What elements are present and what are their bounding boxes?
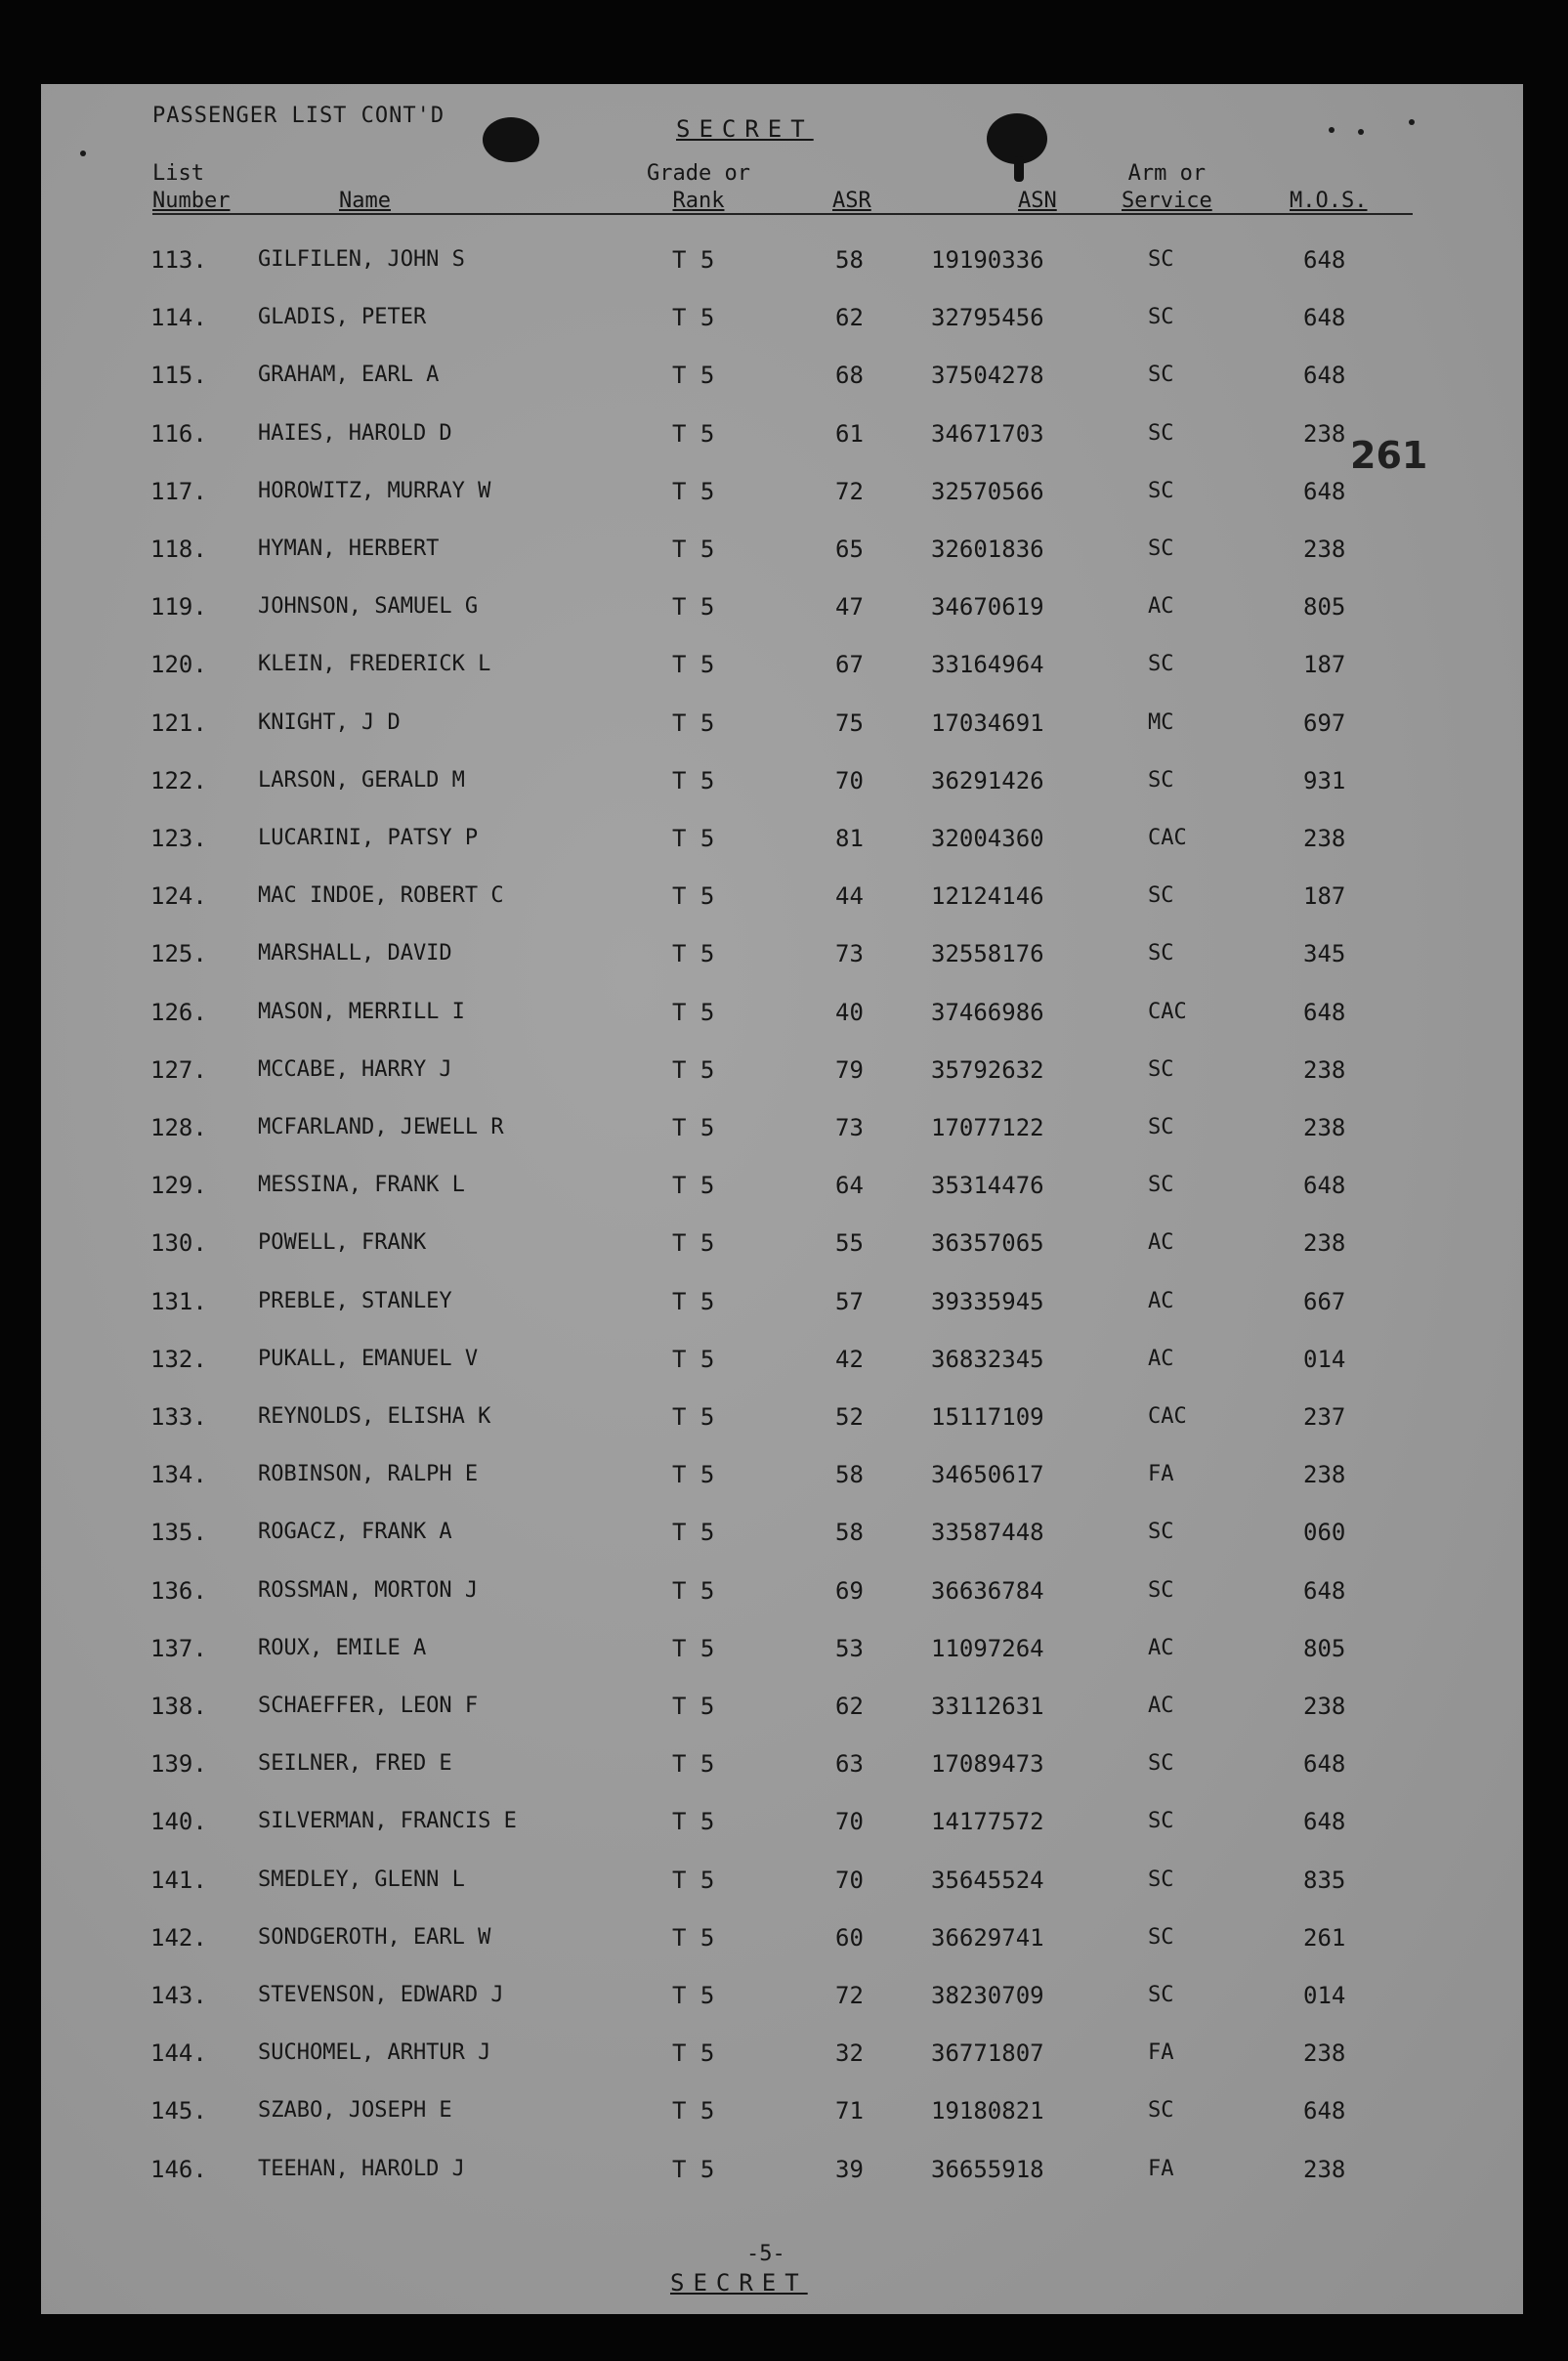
- mos-cell: 648: [1303, 246, 1346, 274]
- asr-cell: 39: [835, 2155, 864, 2183]
- asn-cell: 35645524: [931, 1866, 1044, 1894]
- table-row: [41, 2034, 1523, 2073]
- classification-header: SECRET: [676, 115, 814, 143]
- list-number-cell: 121.: [150, 708, 207, 737]
- grade-cell: T 5: [672, 2097, 715, 2125]
- table-row: [41, 704, 1523, 743]
- passenger-name-cell: MASON, MERRILL I: [258, 999, 465, 1024]
- list-number-cell: 134.: [150, 1461, 207, 1489]
- grade-cell: T 5: [672, 1519, 715, 1547]
- arm-service-cell: CAC: [1148, 826, 1187, 850]
- passenger-name-cell: PREBLE, STANLEY: [258, 1288, 452, 1313]
- list-number-cell: 130.: [150, 1229, 207, 1258]
- table-row: [41, 1108, 1523, 1147]
- arm-service-cell: SC: [1148, 1056, 1174, 1082]
- mos-cell: 697: [1303, 708, 1346, 737]
- mos-cell: 648: [1303, 304, 1346, 332]
- passenger-name-cell: KNIGHT, J D: [258, 709, 401, 735]
- arm-service-cell: SC: [1148, 883, 1174, 909]
- grade-cell: T 5: [672, 1923, 715, 1952]
- speck: [1329, 127, 1335, 133]
- grade-cell: T 5: [672, 651, 715, 679]
- asr-cell: 57: [835, 1287, 864, 1315]
- asn-cell: 36357065: [931, 1229, 1044, 1258]
- asr-cell: 42: [835, 1345, 864, 1373]
- table-row: [41, 1571, 1523, 1610]
- table-row: [41, 1166, 1523, 1205]
- asn-cell: 19180821: [931, 2097, 1044, 2125]
- mos-cell: 345: [1303, 940, 1346, 968]
- arm-service-cell: SC: [1148, 941, 1174, 966]
- table-row: [41, 761, 1523, 800]
- asn-cell: 34670619: [931, 593, 1044, 622]
- asr-cell: 44: [835, 882, 864, 911]
- table-row: [41, 587, 1523, 626]
- arm-service-cell: SC: [1148, 1520, 1174, 1545]
- passenger-name-cell: MARSHALL, DAVID: [258, 941, 452, 966]
- arm-service-cell: SC: [1148, 1173, 1174, 1198]
- list-number-cell: 144.: [150, 2039, 207, 2068]
- asn-cell: 32601836: [931, 536, 1044, 563]
- grade-cell: T 5: [672, 536, 715, 563]
- mos-cell: 238: [1303, 2039, 1346, 2068]
- list-number-cell: 113.: [150, 246, 207, 274]
- arm-service-cell: AC: [1148, 594, 1174, 620]
- passenger-name-cell: HAIES, HAROLD D: [258, 420, 452, 446]
- arm-service-cell: CAC: [1148, 999, 1187, 1024]
- table-row: [41, 993, 1523, 1032]
- grade-cell: T 5: [672, 998, 715, 1026]
- grade-cell: T 5: [672, 1634, 715, 1662]
- passenger-name-cell: TEEHAN, HAROLD J: [258, 2156, 465, 2181]
- header-rule: [152, 213, 1413, 215]
- passenger-name-cell: GILFILEN, JOHN S: [258, 247, 465, 272]
- list-number-cell: 124.: [150, 882, 207, 911]
- asr-cell: 32: [835, 2039, 864, 2068]
- table-row: [41, 472, 1523, 511]
- asr-cell: 60: [835, 1923, 864, 1952]
- mos-cell: 238: [1303, 2155, 1346, 2183]
- mos-cell: 667: [1303, 1287, 1346, 1315]
- table-row: [41, 2150, 1523, 2189]
- classification-footer: SECRET: [670, 2269, 808, 2297]
- grade-cell: T 5: [672, 940, 715, 968]
- passenger-name-cell: HYMAN, HERBERT: [258, 537, 440, 561]
- asr-cell: 75: [835, 708, 864, 737]
- grade-cell: T 5: [672, 1403, 715, 1431]
- list-number-cell: 137.: [150, 1634, 207, 1662]
- mos-cell: 014: [1303, 1345, 1346, 1373]
- list-number-cell: 125.: [150, 940, 207, 968]
- col-header-name: Name: [339, 189, 391, 213]
- mos-cell: 238: [1303, 1114, 1346, 1141]
- table-row: [41, 1918, 1523, 1957]
- asn-cell: 36655918: [931, 2155, 1044, 2183]
- passenger-name-cell: KLEIN, FREDERICK L: [258, 652, 491, 677]
- col-header-grade: Grade or Rank: [647, 161, 750, 213]
- list-number-cell: 127.: [150, 1055, 207, 1084]
- arm-service-cell: SC: [1148, 1577, 1174, 1603]
- passenger-name-cell: MESSINA, FRANK L: [258, 1173, 465, 1198]
- arm-service-cell: SC: [1148, 1924, 1174, 1950]
- mos-cell: 238: [1303, 1055, 1346, 1084]
- asn-cell: 17077122: [931, 1114, 1044, 1141]
- col-header-arm: Arm or Service: [1122, 161, 1212, 213]
- asn-cell: 15117109: [931, 1403, 1044, 1431]
- asr-cell: 81: [835, 825, 864, 852]
- table-row: [41, 1976, 1523, 2015]
- arm-service-cell: SC: [1148, 478, 1174, 503]
- arm-service-cell: AC: [1148, 1288, 1174, 1313]
- document-page: [41, 84, 1523, 2314]
- passenger-name-cell: LUCARINI, PATSY P: [258, 826, 479, 850]
- mos-cell: 060: [1303, 1519, 1346, 1547]
- table-row: [41, 934, 1523, 973]
- table-row: [41, 877, 1523, 916]
- asn-cell: 32004360: [931, 825, 1044, 852]
- list-number-cell: 117.: [150, 477, 207, 505]
- table-row: [41, 356, 1523, 395]
- list-number-cell: 119.: [150, 593, 207, 622]
- table-row: [41, 645, 1523, 684]
- table-row: [41, 298, 1523, 337]
- arm-service-cell: SC: [1148, 420, 1174, 446]
- mos-cell: 237: [1303, 1403, 1346, 1431]
- asr-cell: 62: [835, 1693, 864, 1720]
- asn-cell: 32570566: [931, 477, 1044, 505]
- table-row: [41, 2091, 1523, 2130]
- grade-cell: T 5: [672, 708, 715, 737]
- asr-cell: 63: [835, 1750, 864, 1779]
- asr-cell: 70: [835, 1808, 864, 1836]
- mos-cell: 261: [1303, 1923, 1346, 1952]
- grade-cell: T 5: [672, 304, 715, 332]
- arm-service-cell: MC: [1148, 709, 1174, 735]
- passenger-name-cell: ROBINSON, RALPH E: [258, 1462, 479, 1487]
- grade-cell: T 5: [672, 825, 715, 852]
- passenger-name-cell: SONDGEROTH, EARL W: [258, 1924, 491, 1950]
- asr-cell: 72: [835, 1982, 864, 2009]
- list-number-cell: 138.: [150, 1693, 207, 1720]
- mos-cell: 238: [1303, 825, 1346, 852]
- arm-service-cell: SC: [1148, 363, 1174, 388]
- asn-cell: 36291426: [931, 766, 1044, 794]
- list-number-cell: 146.: [150, 2155, 207, 2183]
- arm-service-cell: FA: [1148, 2156, 1174, 2181]
- asn-cell: 12124146: [931, 882, 1044, 911]
- list-number-cell: 139.: [150, 1750, 207, 1779]
- grade-cell: T 5: [672, 2155, 715, 2183]
- list-number-cell: 136.: [150, 1576, 207, 1605]
- arm-service-cell: AC: [1148, 1635, 1174, 1660]
- grade-cell: T 5: [672, 1576, 715, 1605]
- mos-cell: 187: [1303, 882, 1346, 911]
- list-number-cell: 135.: [150, 1519, 207, 1547]
- asr-cell: 55: [835, 1229, 864, 1258]
- passenger-name-cell: LARSON, GERALD M: [258, 767, 465, 793]
- mos-cell: 648: [1303, 1750, 1346, 1779]
- arm-service-cell: SC: [1148, 305, 1174, 330]
- asn-cell: 11097264: [931, 1634, 1044, 1662]
- page-number: -5-: [746, 2242, 785, 2266]
- asr-cell: 47: [835, 593, 864, 622]
- table-row: [41, 1513, 1523, 1552]
- table-row: [41, 819, 1523, 858]
- table-row: [41, 1455, 1523, 1494]
- grade-cell: T 5: [672, 593, 715, 622]
- asn-cell: 36832345: [931, 1345, 1044, 1373]
- arm-service-cell: SC: [1148, 247, 1174, 272]
- mos-cell: 014: [1303, 1982, 1346, 2009]
- asn-cell: 33164964: [931, 651, 1044, 679]
- asn-cell: 36636784: [931, 1576, 1044, 1605]
- grade-cell: T 5: [672, 1808, 715, 1836]
- passenger-name-cell: HOROWITZ, MURRAY W: [258, 478, 491, 503]
- grade-cell: T 5: [672, 1866, 715, 1894]
- mos-cell: 238: [1303, 1693, 1346, 1720]
- passenger-name-cell: ROGACZ, FRANK A: [258, 1520, 452, 1545]
- passenger-name-cell: SILVERMAN, FRANCIS E: [258, 1809, 517, 1834]
- arm-service-cell: FA: [1148, 1462, 1174, 1487]
- grade-cell: T 5: [672, 1461, 715, 1489]
- asr-cell: 62: [835, 304, 864, 332]
- passenger-name-cell: SCHAEFFER, LEON F: [258, 1694, 479, 1718]
- table-row: [41, 1051, 1523, 1090]
- list-number-cell: 140.: [150, 1808, 207, 1836]
- passenger-name-cell: STEVENSON, EDWARD J: [258, 1983, 504, 2007]
- handwritten-page-note: 261: [1350, 434, 1428, 477]
- list-number-cell: 120.: [150, 651, 207, 679]
- mos-cell: 648: [1303, 998, 1346, 1026]
- list-number-cell: 131.: [150, 1287, 207, 1315]
- arm-service-cell: SC: [1148, 537, 1174, 561]
- grade-cell: T 5: [672, 246, 715, 274]
- asr-cell: 64: [835, 1172, 864, 1200]
- grade-cell: T 5: [672, 1229, 715, 1258]
- mos-cell: 648: [1303, 477, 1346, 505]
- asn-cell: 14177572: [931, 1808, 1044, 1836]
- table-row: [41, 414, 1523, 453]
- ink-blot-right-drip: [1014, 156, 1024, 182]
- passenger-name-cell: SMEDLEY, GLENN L: [258, 1867, 465, 1892]
- asr-cell: 73: [835, 1114, 864, 1141]
- table-row: [41, 1340, 1523, 1379]
- ink-blot-left: [483, 117, 539, 162]
- asn-cell: 33112631: [931, 1693, 1044, 1720]
- mos-cell: 648: [1303, 2097, 1346, 2125]
- mos-cell: 187: [1303, 651, 1346, 679]
- table-row: [41, 240, 1523, 279]
- speck: [1409, 119, 1415, 125]
- grade-cell: T 5: [672, 419, 715, 448]
- arm-service-cell: FA: [1148, 2040, 1174, 2066]
- grade-cell: T 5: [672, 1172, 715, 1200]
- mos-cell: 238: [1303, 536, 1346, 563]
- list-number-cell: 129.: [150, 1172, 207, 1200]
- table-row: [41, 1802, 1523, 1841]
- mos-cell: 805: [1303, 593, 1346, 622]
- mos-cell: 648: [1303, 362, 1346, 390]
- passenger-name-cell: JOHNSON, SAMUEL G: [258, 594, 479, 620]
- grade-cell: T 5: [672, 1114, 715, 1141]
- grade-cell: T 5: [672, 2039, 715, 2068]
- mos-cell: 648: [1303, 1576, 1346, 1605]
- table-row: [41, 1282, 1523, 1321]
- list-number-cell: 122.: [150, 766, 207, 794]
- asr-cell: 70: [835, 1866, 864, 1894]
- list-number-cell: 141.: [150, 1866, 207, 1894]
- arm-service-cell: SC: [1148, 1751, 1174, 1777]
- asn-cell: 35792632: [931, 1055, 1044, 1084]
- passenger-name-cell: POWELL, FRANK: [258, 1230, 427, 1256]
- passenger-name-cell: GLADIS, PETER: [258, 305, 427, 330]
- arm-service-cell: SC: [1148, 1983, 1174, 2007]
- table-row: [41, 1397, 1523, 1437]
- grade-cell: T 5: [672, 1982, 715, 2009]
- asr-cell: 61: [835, 419, 864, 448]
- asn-cell: 36771807: [931, 2039, 1044, 2068]
- passenger-name-cell: PUKALL, EMANUEL V: [258, 1346, 479, 1371]
- speck: [80, 150, 86, 156]
- list-number-cell: 142.: [150, 1923, 207, 1952]
- passenger-name-cell: MCCABE, HARRY J: [258, 1056, 452, 1082]
- asr-cell: 40: [835, 998, 864, 1026]
- arm-service-cell: CAC: [1148, 1404, 1187, 1429]
- mos-cell: 835: [1303, 1866, 1346, 1894]
- asr-cell: 73: [835, 940, 864, 968]
- list-number-cell: 126.: [150, 998, 207, 1026]
- asr-cell: 65: [835, 536, 864, 563]
- arm-service-cell: SC: [1148, 767, 1174, 793]
- arm-service-cell: AC: [1148, 1694, 1174, 1718]
- asr-cell: 68: [835, 362, 864, 390]
- arm-service-cell: SC: [1148, 1867, 1174, 1892]
- table-row: [41, 530, 1523, 569]
- passenger-name-cell: MAC INDOE, ROBERT C: [258, 883, 504, 909]
- mos-cell: 648: [1303, 1172, 1346, 1200]
- asn-cell: 19190336: [931, 246, 1044, 274]
- asr-cell: 70: [835, 766, 864, 794]
- col-header-mos: M.O.S.: [1290, 189, 1368, 213]
- list-number-cell: 133.: [150, 1403, 207, 1431]
- grade-cell: T 5: [672, 362, 715, 390]
- asn-cell: 33587448: [931, 1519, 1044, 1547]
- passenger-name-cell: SZABO, JOSEPH E: [258, 2098, 452, 2124]
- grade-cell: T 5: [672, 1693, 715, 1720]
- grade-cell: T 5: [672, 1055, 715, 1084]
- list-number-cell: 143.: [150, 1982, 207, 2009]
- list-number-cell: 115.: [150, 362, 207, 390]
- arm-service-cell: SC: [1148, 2098, 1174, 2124]
- asn-cell: 32795456: [931, 304, 1044, 332]
- asr-cell: 52: [835, 1403, 864, 1431]
- grade-cell: T 5: [672, 1287, 715, 1315]
- list-title: PASSENGER LIST CONT'D: [152, 104, 445, 128]
- table-row: [41, 1861, 1523, 1900]
- table-row: [41, 1223, 1523, 1263]
- asn-cell: 37466986: [931, 998, 1044, 1026]
- asn-cell: 34650617: [931, 1461, 1044, 1489]
- mos-cell: 805: [1303, 1634, 1346, 1662]
- list-number-cell: 132.: [150, 1345, 207, 1373]
- col-header-list-number: List Number: [152, 161, 231, 213]
- mos-cell: 648: [1303, 1808, 1346, 1836]
- grade-cell: T 5: [672, 766, 715, 794]
- table-row: [41, 1687, 1523, 1726]
- arm-service-cell: SC: [1148, 652, 1174, 677]
- list-number-cell: 123.: [150, 825, 207, 852]
- asr-cell: 67: [835, 651, 864, 679]
- passenger-name-cell: SEILNER, FRED E: [258, 1751, 452, 1777]
- asr-cell: 58: [835, 1461, 864, 1489]
- list-number-cell: 118.: [150, 536, 207, 563]
- passenger-name-cell: ROUX, EMILE A: [258, 1635, 427, 1660]
- asr-cell: 71: [835, 2097, 864, 2125]
- mos-cell: 238: [1303, 1229, 1346, 1258]
- asn-cell: 32558176: [931, 940, 1044, 968]
- asn-cell: 17034691: [931, 708, 1044, 737]
- speck: [1358, 129, 1364, 135]
- passenger-name-cell: MCFARLAND, JEWELL R: [258, 1115, 504, 1139]
- asr-cell: 53: [835, 1634, 864, 1662]
- table-row: [41, 1629, 1523, 1668]
- passenger-name-cell: ROSSMAN, MORTON J: [258, 1577, 479, 1603]
- arm-service-cell: SC: [1148, 1809, 1174, 1834]
- mos-cell: 238: [1303, 1461, 1346, 1489]
- asn-cell: 35314476: [931, 1172, 1044, 1200]
- col-header-asr: ASR: [832, 189, 871, 213]
- list-number-cell: 116.: [150, 419, 207, 448]
- asr-cell: 58: [835, 246, 864, 274]
- col-header-asn: ASN: [1018, 189, 1057, 213]
- asr-cell: 72: [835, 477, 864, 505]
- grade-cell: T 5: [672, 1345, 715, 1373]
- asn-cell: 38230709: [931, 1982, 1044, 2009]
- arm-service-cell: AC: [1148, 1346, 1174, 1371]
- asn-cell: 17089473: [931, 1750, 1044, 1779]
- asn-cell: 36629741: [931, 1923, 1044, 1952]
- grade-cell: T 5: [672, 477, 715, 505]
- arm-service-cell: SC: [1148, 1115, 1174, 1139]
- asn-cell: 37504278: [931, 362, 1044, 390]
- asr-cell: 58: [835, 1519, 864, 1547]
- asn-cell: 34671703: [931, 419, 1044, 448]
- grade-cell: T 5: [672, 1750, 715, 1779]
- list-number-cell: 114.: [150, 304, 207, 332]
- list-number-cell: 145.: [150, 2097, 207, 2125]
- list-number-cell: 128.: [150, 1114, 207, 1141]
- mos-cell: 931: [1303, 766, 1346, 794]
- table-row: [41, 1744, 1523, 1783]
- arm-service-cell: AC: [1148, 1230, 1174, 1256]
- passenger-name-cell: SUCHOMEL, ARHTUR J: [258, 2040, 491, 2066]
- mos-cell: 238: [1303, 419, 1346, 448]
- asr-cell: 79: [835, 1055, 864, 1084]
- passenger-name-cell: REYNOLDS, ELISHA K: [258, 1404, 491, 1429]
- passenger-name-cell: GRAHAM, EARL A: [258, 363, 440, 388]
- asr-cell: 69: [835, 1576, 864, 1605]
- grade-cell: T 5: [672, 882, 715, 911]
- asn-cell: 39335945: [931, 1287, 1044, 1315]
